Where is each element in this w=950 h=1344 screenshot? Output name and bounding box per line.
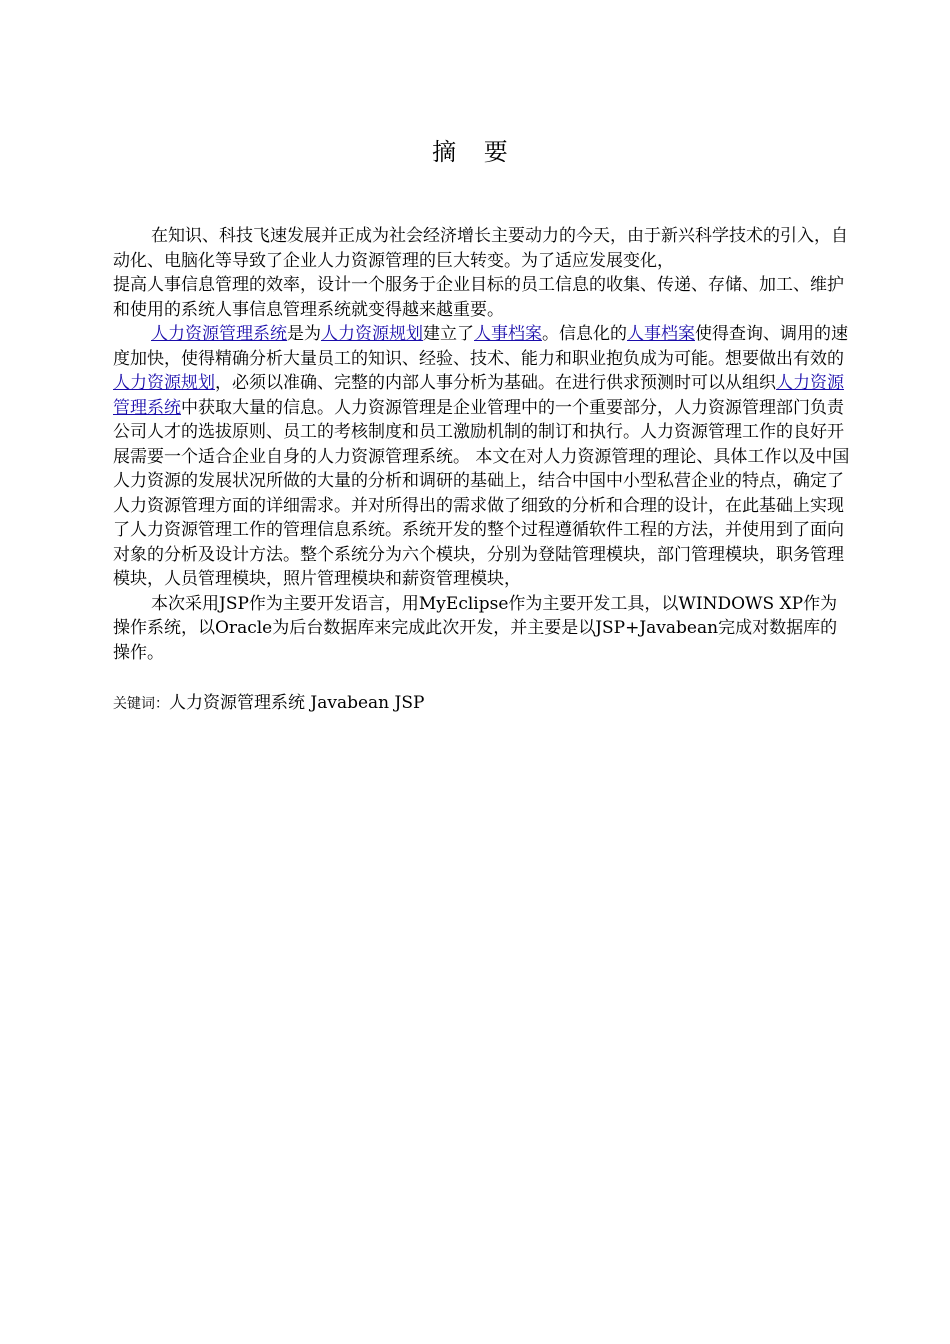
paragraph-intro-continued [113,273,853,322]
text-segment: 建立了 [423,324,474,344]
text-segment: 使得查询、调用的速度加快，使得精确分析大量员工的知识、经验、技术、能力和职业抱负成为可能。想要做出有效的 [113,324,848,369]
paragraph-intro-line2: 提高人事信息管理的效率，设计一个服务于企业目标的员工信息的收集、传递、存储、加工、维护和使用的系统人事信息管理系统就变得越来越重要。 [113,275,844,320]
keywords-values: 人力资源管理系统 Javabean JSP [169,693,425,713]
link-personnel-files-2[interactable]: 人事档案 [627,324,695,344]
text-segment: ，必须以准确、完整的内部人事分析为基础。在进行供求预测时可以从组织 [215,373,776,393]
text-segment: 中获取大量的信息。人力资源管理是企业管理中的一个重要部分，人力资源管理部门负责公司人才的选拔原则、员工的考核制度和员工激励机制的制订和执行。人力资源管理工作的良好开展需要一个适合企业自身的人力资源管理系统。 本文在对人力资源管理的理论、具体工作以及中国人力资源的发展状况所做的大量的分析和调研的基础上，结合中国中小型私营企业的特点，确定了人力资源管理方面的详细需求。并对所得出的需求做了细致的分析和合理的设计，在此基础上实现了人力资源管理工作的管理信息系统。系统开发的整个过程遵循软件工程的方法，并使用到了面向对象的分析及设计方法。整个系统分为六个模块，分别为登陆管理模块，部门管理模块，职务管理模块，人员管理模块，照片管理模块和薪资管理模块， [113,397,850,589]
paragraph-intro [113,224,853,273]
text-segment: 。信息化的 [542,324,627,344]
abstract-body [113,224,853,717]
link-hr-planning[interactable]: 人力资源规划 [321,324,423,344]
paragraph-intro-line1: 在知识、科技飞速发展并正成为社会经济增长主要动力的今天，由于新兴科学技术的引入，自动化、电脑化等导致了企业人力资源管理的巨大转变。为了适应发展变化， [113,226,848,271]
keywords-line [113,691,853,717]
paragraph-hrms [113,322,853,592]
link-personnel-files[interactable]: 人事档案 [474,324,542,344]
text-segment: 是为 [287,324,321,344]
link-hr-planning-2[interactable]: 人力资源规划 [113,373,215,393]
link-hr-management-system[interactable]: 人力资源管理系统 [151,324,287,344]
page-title: 摘 要 [432,138,518,166]
keywords-label: 关键词： [113,696,169,712]
link-hr-management-system-2[interactable]: 人力资源管理系统 [113,373,844,418]
paragraph-tech-stack [113,592,853,666]
paragraph-tech-stack-text: 本次采用JSP作为主要开发语言，用MyEclipse作为主要开发工具，以WINDOWS XP作为操作系统，以Oracle为后台数据库来完成此次开发，并主要是以JSP+Javabean完成对数据库的操作。 [113,593,838,663]
